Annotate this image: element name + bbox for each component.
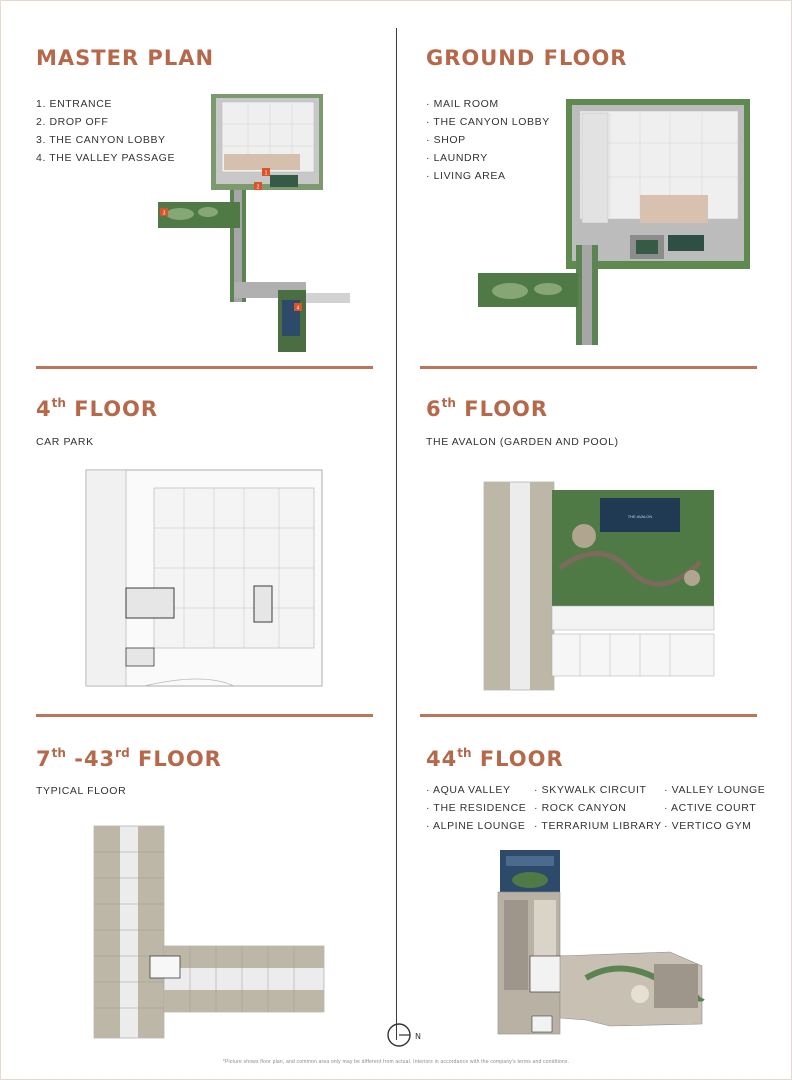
marker-label: 3 — [162, 210, 166, 217]
legend-item: · SKYWALK CIRCUIT — [534, 784, 647, 796]
legend-item: · VALLEY LOUNGE — [664, 784, 766, 796]
pool-label: THE AVALON — [627, 514, 653, 519]
legend-item: · ACTIVE COURT — [664, 802, 757, 814]
section-rule — [36, 366, 373, 369]
marker-label: 2 — [256, 184, 260, 191]
section-rule — [420, 366, 757, 369]
section-rule — [36, 714, 373, 717]
legend-item: · TERRARIUM LIBRARY — [534, 820, 662, 832]
forty-fourth-floor-title: 44th FLOOR — [426, 746, 564, 771]
center-divider — [396, 28, 397, 1040]
fourth-floor-drawing — [84, 468, 324, 688]
master-plan-title: MASTER PLAN — [36, 46, 215, 70]
legend-column — [426, 781, 534, 835]
legend-item: 2. DROP OFF — [36, 116, 109, 128]
fourth-floor-title: 4th FLOOR — [36, 396, 159, 421]
legend-item: · LAUNDRY — [426, 152, 488, 164]
forty-fourth-floor-legend — [426, 781, 765, 835]
legend-item: · THE CANYON LOBBY — [426, 116, 550, 128]
sixth-floor-title: 6th FLOOR — [426, 396, 549, 421]
marker-label: 4 — [296, 305, 300, 312]
ground-floor-title: GROUND FLOOR — [426, 46, 628, 70]
legend-item: · MAIL ROOM — [426, 98, 499, 110]
footnote: *Picture shows floor plan, and common area only may be different from actual. Interiors in accordance with the company's terms and conditions. — [222, 1059, 570, 1065]
legend-item: · VERTICO GYM — [664, 820, 752, 832]
typical-floor-drawing — [70, 822, 330, 1044]
legend-item: · THE RESIDENCE — [426, 802, 527, 814]
sixth-floor-drawing — [460, 478, 718, 693]
section-rule — [420, 714, 757, 717]
master-plan-drawing — [150, 90, 355, 355]
legend-item: · ROCK CANYON — [534, 802, 627, 814]
legend-column — [534, 781, 664, 835]
forty-fourth-floor-drawing — [490, 848, 710, 1043]
legend-item: 1. ENTRANCE — [36, 98, 113, 110]
legend-item: 4. THE VALLEY PASSAGE — [36, 152, 176, 164]
sixth-floor-subtitle: THE AVALON (GARDEN AND POOL) — [426, 436, 619, 448]
legend-item: · ALPINE LOUNGE — [426, 820, 526, 832]
ground-floor-drawing — [470, 95, 755, 350]
typical-floor-subtitle: TYPICAL FLOOR — [36, 785, 127, 797]
legend-item: 3. THE CANYON LOBBY — [36, 134, 166, 146]
marker-label: 1 — [264, 170, 268, 177]
typical-floor-title: 7th -43rd FLOOR — [36, 746, 222, 771]
north-compass — [386, 1022, 426, 1053]
legend-item: · SHOP — [426, 134, 466, 146]
legend-item: · LIVING AREA — [426, 170, 506, 182]
legend-column — [664, 781, 765, 835]
fourth-floor-subtitle: CAR PARK — [36, 436, 94, 448]
compass-label: N — [415, 1032, 421, 1041]
legend-item: · AQUA VALLEY — [426, 784, 511, 796]
